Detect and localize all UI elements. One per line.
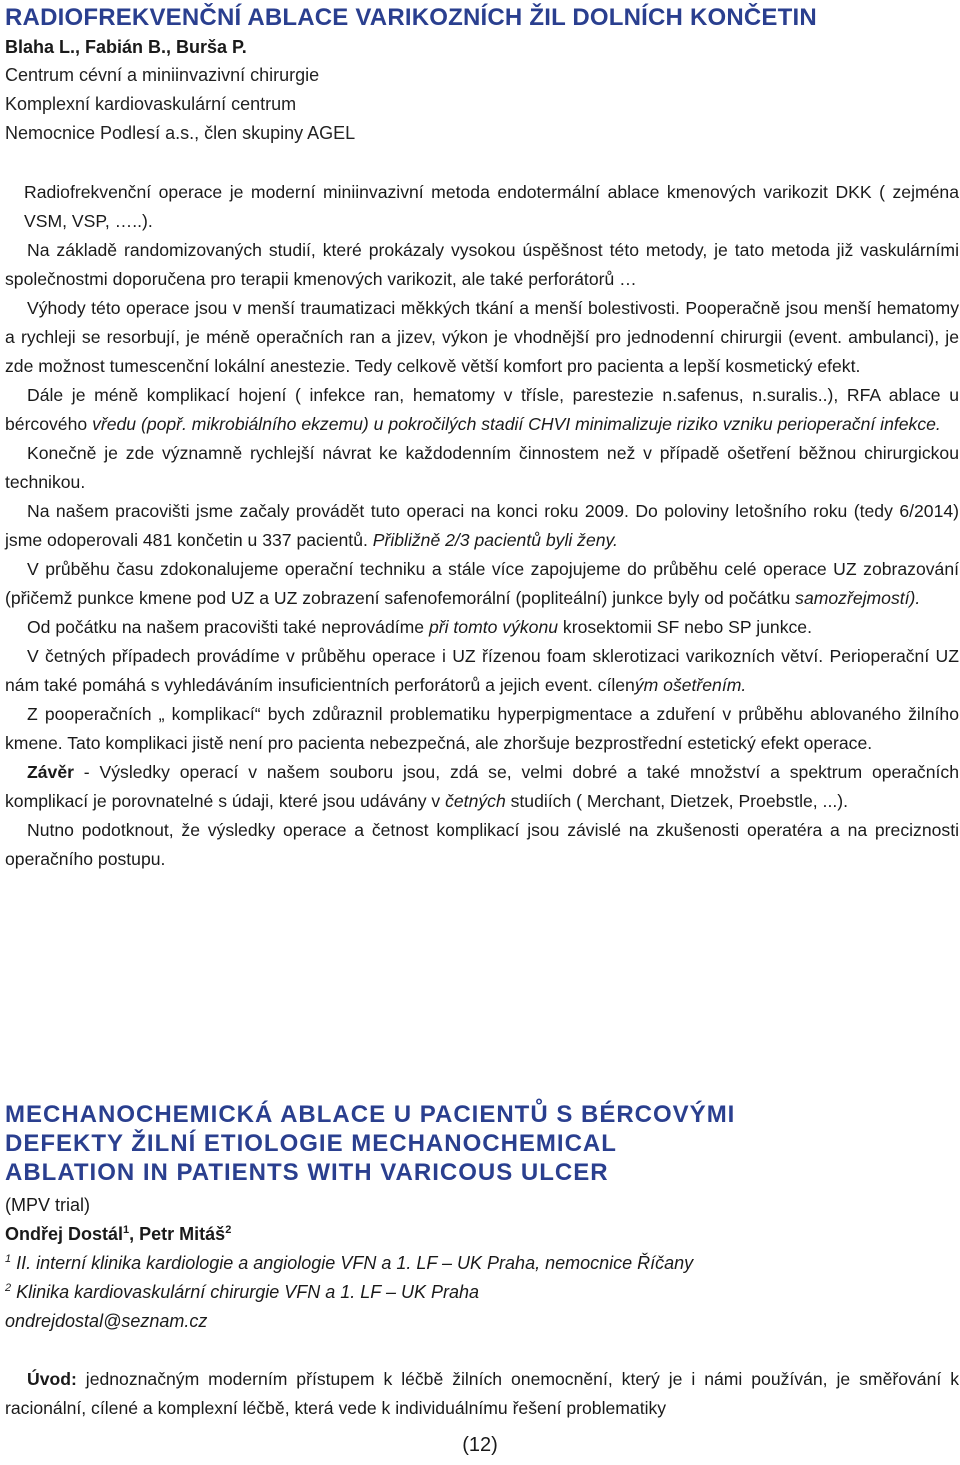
paragraph-italic: samozřejmostí). (795, 588, 921, 608)
paragraph-text: V četných případech provádíme v průběhu operace i UZ řízenou foam sklerotizaci varikozních větví. Perioperační UZ nám také pomáhá s vyhledáváním insuficientních perforátorů a jejich event. cílen (5, 646, 959, 695)
paragraph-text: Dále je méně komplikací hojení ( infekce ran, hematomy v třísle, parestezie n.safenus, n.suralis..), RFA ablace u bércového (5, 385, 959, 434)
paragraph (5, 613, 959, 642)
article1-body (5, 236, 959, 874)
intro-label: Úvod: (27, 1369, 77, 1389)
paragraph-text: Na našem pracovišti jsme začaly provádět tuto operaci na konci roku 2009. Do poloviny letošního roku (tedy 6/2014) jsme odoperovali 481 končetin u 337 pacientů. (5, 501, 959, 550)
article1-affiliation (5, 61, 959, 148)
article2-authors (5, 1220, 959, 1249)
paragraph-text: V průběhu času zdokonalujeme operační techniku a stále více zapojujeme do průběhu celé operace UZ zobrazování (přičemž punkce kmene pod UZ a UZ zobrazení safenofemorální (popliteální) junkce byly od počátku (5, 559, 959, 608)
article1-title: RADIOFREKVENČNÍ ABLACE VARIKOZNÍCH ŽIL DOLNÍCH KONČETIN (5, 4, 817, 31)
article1-intro: Radiofrekvenční operace je moderní miniinvazivní metoda endotermální ablace kmenových varikozit DKK ( zejména VSM, VSP, …..). (24, 182, 959, 231)
paragraph: Nutno podotknout, že výsledky operace a četnost komplikací jsou závislé na zkušenosti operatéra a na preciznosti operačního postupu. (5, 820, 959, 869)
affiliation-sup: 1 (5, 1253, 12, 1265)
paragraph-italic: četných (445, 791, 506, 811)
article2-title-line: MECHANOCHEMICKÁ ABLACE U PACIENTŮ S BÉRCOVÝMI (5, 1101, 736, 1128)
paragraph-text: Pooperačně jsou menší hematomy a rychleji se resorbují, je méně operačních ran a jizev, výkon je vhodnější pro jednodenní chirurgii (event. ambulanci), je zde možnost tumescenční lokální anestezie. Tedy celkově větší komfort pro pacienta a lepší kosmetický efekt. (5, 298, 960, 376)
author-sup: 1 (123, 1224, 130, 1236)
affiliation-line: Nemocnice Podlesí a.s., člen skupiny AGEL (5, 123, 356, 143)
article2-subtitle: (MPV trial) (5, 1195, 90, 1215)
paragraph-italic: Přibližně 2/3 pacientů byli ženy. (372, 530, 618, 550)
paragraph: Z pooperačních „ komplikací“ bych zdůraznil problematiku hyperpigmentace a zduření v průběhu ablovaného žilního kmene. Tato komplikaci jistě není pro pacienta nebezpečná, ale zhoršuje bezprostřední estetický efekt operace. (5, 704, 959, 753)
author-name: , Petr Mitáš (129, 1224, 226, 1244)
affiliation-text: Klinika kardiovaskulární chirurgie VFN a 1. LF – UK Praha (11, 1282, 480, 1302)
article2-title (5, 1100, 959, 1187)
affiliation-text: II. interní klinika kardiologie a angiologie VFN a 1. LF – UK Praha, nemocnice Říčany (11, 1253, 694, 1273)
author-sup: 2 (225, 1224, 232, 1236)
paragraph (5, 758, 959, 816)
affiliation-line: Komplexní kardiovaskulární centrum (5, 94, 297, 114)
paragraph-italic: při tomto výkonu (428, 617, 559, 637)
affiliation-sup: 2 (5, 1282, 12, 1294)
article1-authors: Blaha L., Fabián B., Burša P. (5, 37, 247, 57)
article2-affiliation-1 (5, 1249, 959, 1278)
affiliation-line: Centrum cévní a miniinvazivní chirurgie (5, 65, 320, 85)
paragraph-text: Od počátku na našem pracovišti také neprovádíme (27, 617, 429, 637)
conclusion-label: Závěr (27, 762, 74, 782)
paragraph-text: studiích ( Merchant, Dietzek, Proebstle, ...). (505, 791, 848, 811)
paragraph-text: krosektomii SF nebo SP junkce. (558, 617, 812, 637)
paragraph-text: Výhody této operace jsou v menší traumatizaci měkkých tkání a menší bolestivosti. (27, 298, 680, 318)
paragraph-italic: vředu (popř. mikrobiálního ekzemu) u pokročilých stadií CHVI minimalizuje riziko vzniku perioperační infekce. (92, 414, 941, 434)
paragraph (5, 294, 959, 381)
paragraph (5, 555, 959, 613)
article2-affiliation-2 (5, 1278, 959, 1307)
paragraph (5, 381, 959, 439)
paragraph (5, 642, 959, 700)
article2-email: ondrejdostal@seznam.cz (5, 1311, 208, 1331)
article1-intro-block (24, 178, 959, 236)
paragraph (5, 497, 959, 555)
article2-title-line: ABLATION IN PATIENTS WITH VARICOUS ULCER (5, 1159, 609, 1186)
article2-title-line: DEFEKTY ŽILNÍ ETIOLOGIE MECHANOCHEMICAL (5, 1130, 617, 1157)
page-number: (12) (462, 1434, 498, 1456)
paragraph: Konečně je zde významně rychlejší návrat ke každodenním činnostem než v případě ošetření běžnou chirurgickou technikou. (5, 443, 959, 492)
paragraph: Na základě randomizovaných studií, které prokázaly vysokou úspěšnost této metody, je tato metoda již vaskulárními společnostmi doporučena pro terapii kmenových varikozit, ale také perforátorů … (5, 240, 959, 289)
paragraph-text: jednoznačným moderním přístupem k léčbě žilních onemocnění, který je i námi používán, je směřování k racionální, cílené a komplexní léčbě, která vede k individuálnímu řešení problematiky (5, 1369, 959, 1418)
paragraph-text: - Výsledky operací v našem souboru jsou, zdá se, velmi dobré a také množství a spektrum operačních komplikací je porovnatelné s údaji, které jsou udávány v (5, 762, 959, 811)
article2-body (5, 1365, 959, 1423)
paragraph (5, 1365, 959, 1423)
author-name: Ondřej Dostál (5, 1224, 124, 1244)
paragraph-italic: ým ošetřením. (634, 675, 747, 695)
